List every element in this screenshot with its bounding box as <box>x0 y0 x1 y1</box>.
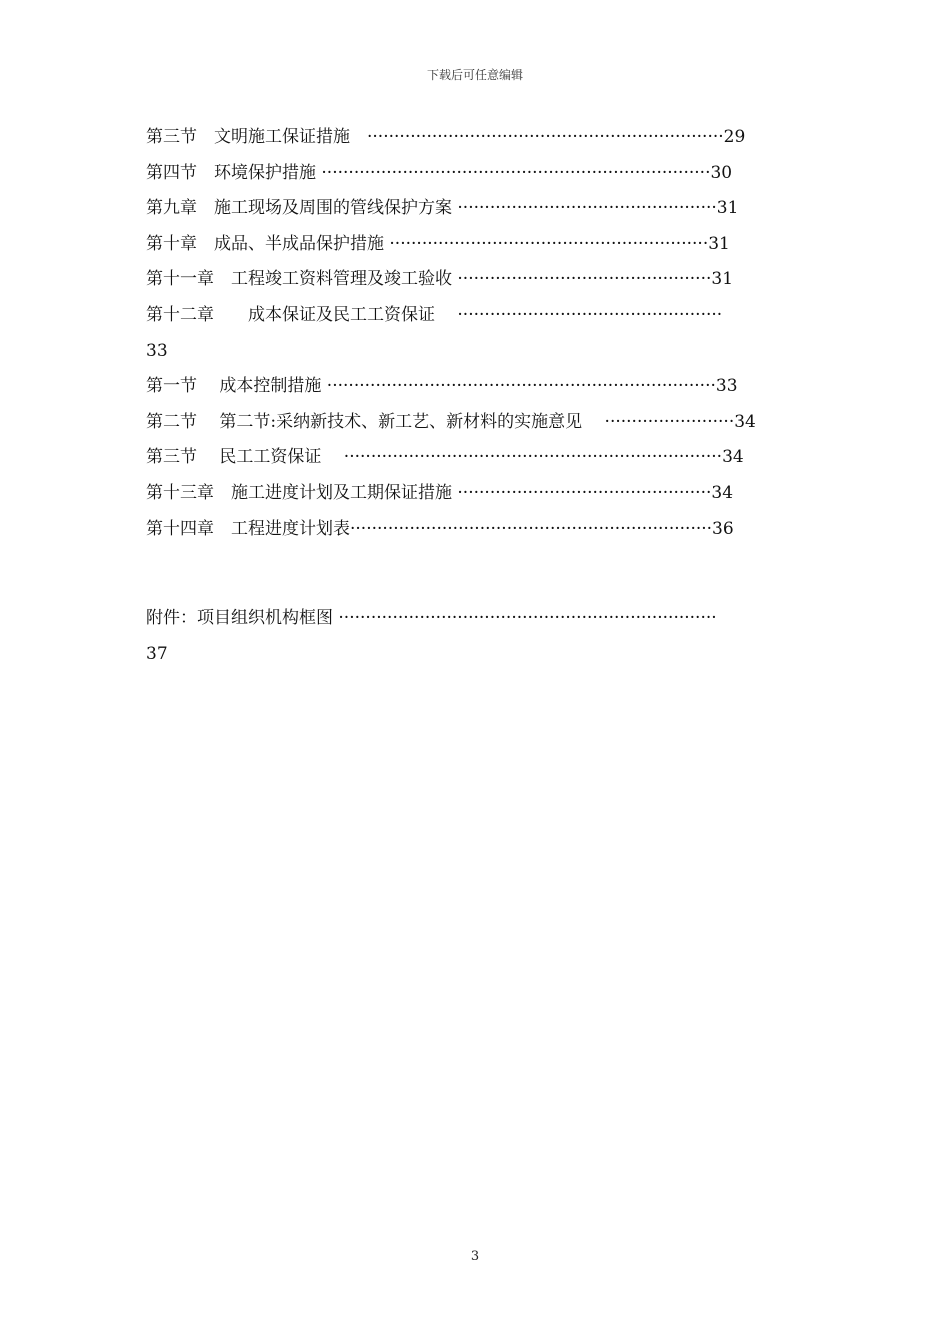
table-of-contents <box>146 120 806 672</box>
page-number: 3 <box>470 1249 480 1264</box>
toc-line[interactable]: 第二节 第二节:采纳新技术、新工艺、新材料的实施意见 ························34 <box>146 411 756 432</box>
toc-line[interactable]: 第九章 施工现场及周围的管线保护方案 ················································31 <box>146 198 739 219</box>
toc-line[interactable]: 第三节 文明施工保证措施 ··································································29 <box>146 127 746 147</box>
toc-line[interactable]: 第十三章 施工进度计划及工期保证措施 ···············································34 <box>146 482 734 503</box>
toc-page-number[interactable]: 37 <box>146 643 168 664</box>
toc-appendix-line[interactable]: 附件：项目组织机构框图 ······································································ <box>146 608 717 629</box>
toc-line[interactable]: 第十二章 成本保证及民工工资保证 ················································· <box>146 304 723 325</box>
toc-line[interactable]: 第十章 成品、半成品保护措施 ···························································31 <box>146 233 730 254</box>
section-gap <box>146 547 806 601</box>
toc-page-number[interactable]: 33 <box>146 340 168 361</box>
toc-line[interactable]: 第三节 民工工资保证 ······································································34 <box>146 447 744 468</box>
toc-line[interactable]: 第一节 成本控制措施 ········································································33 <box>146 376 738 397</box>
toc-line[interactable]: 第十一章 工程竣工资料管理及竣工验收 ···············································31 <box>146 269 734 290</box>
toc-line[interactable]: 第十四章 工程进度计划表···································································36 <box>146 518 734 539</box>
toc-line[interactable]: 第四节 环境保护措施 ········································································30 <box>146 162 733 183</box>
header-note: 下载后可任意编辑 <box>426 68 523 82</box>
